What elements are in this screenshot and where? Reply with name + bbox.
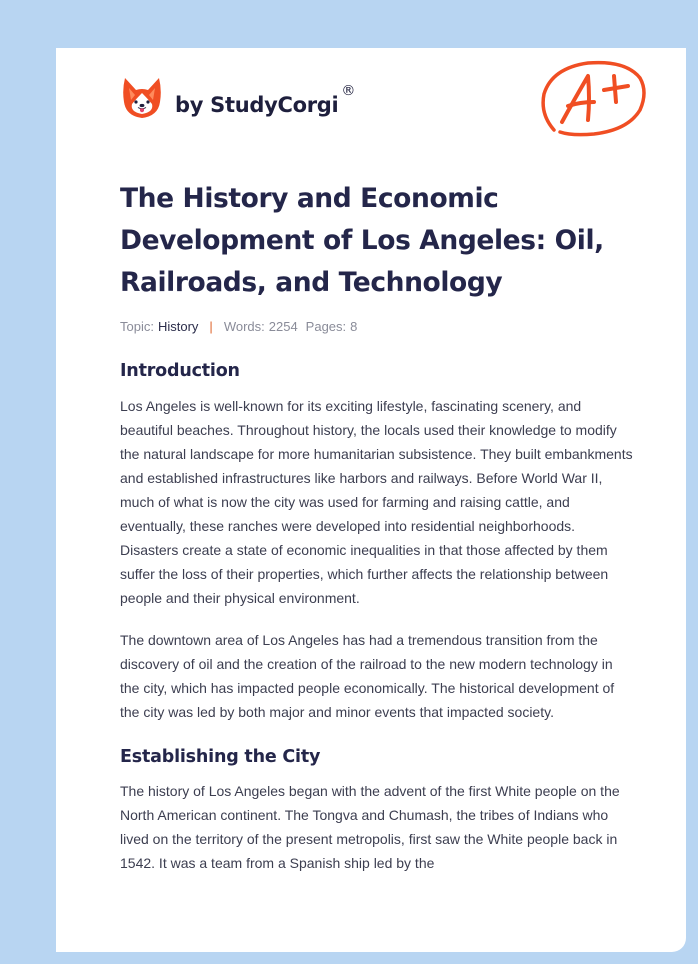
article-meta xyxy=(120,319,635,334)
registered-mark: ® xyxy=(341,83,356,99)
a-plus-grade-icon xyxy=(538,58,648,140)
paragraph: The downtown area of Los Angeles has had a tremendous transition from the discovery of oil and the creation of the railroad to the new modern technology in the city, which has impacted people economically. The historical development of the city was led by both major and minor events that impacted society. xyxy=(120,632,615,720)
article-content xyxy=(120,178,635,875)
pages-label: Pages: xyxy=(305,319,347,334)
section-heading-introduction: Introduction xyxy=(120,361,240,381)
header xyxy=(56,48,686,168)
words-value: 2254 xyxy=(268,319,298,334)
studycorgi-logo[interactable] xyxy=(122,76,355,120)
topic-label: Topic: xyxy=(120,319,154,334)
pages-value: 8 xyxy=(350,319,358,334)
document-card xyxy=(56,48,686,952)
logo-text: by StudyCorgi xyxy=(175,93,339,117)
section-heading-establishing-the-city: Establishing the City xyxy=(120,747,321,767)
topic-link[interactable]: History xyxy=(157,319,199,334)
paragraph: Los Angeles is well-known for its exciting lifestyle, fascinating scenery, and beautiful beaches. Throughout history, the locals used their knowledge to modify the natural landscape for more humanitarian subsistence. They built embankments and established infrastructures like harbors and railways. Before World War II, much of what is now the city was used for farming and raising cattle, and eventually, these ranches were developed into residential neighborhoods. Disasters create a state of economic inequalities in that those affected by them suffer the loss of their properties, which further affects the relationship between people and their physical environment. xyxy=(120,398,633,606)
words-label: Words: xyxy=(223,319,265,334)
article-title: The History and Economic Development of Los Angeles: Oil, Railroads, and Technology xyxy=(120,183,604,298)
corgi-icon xyxy=(122,76,162,120)
paragraph: The history of Los Angeles began with the advent of the first White people on the North American continent. The Tongva and Chumash, the tribes of Indians who lived on the territory of the present metropolis, first saw the White people back in 1542. It was a team from a Spanish ship led by the xyxy=(120,783,620,871)
meta-separator: | xyxy=(209,319,213,334)
